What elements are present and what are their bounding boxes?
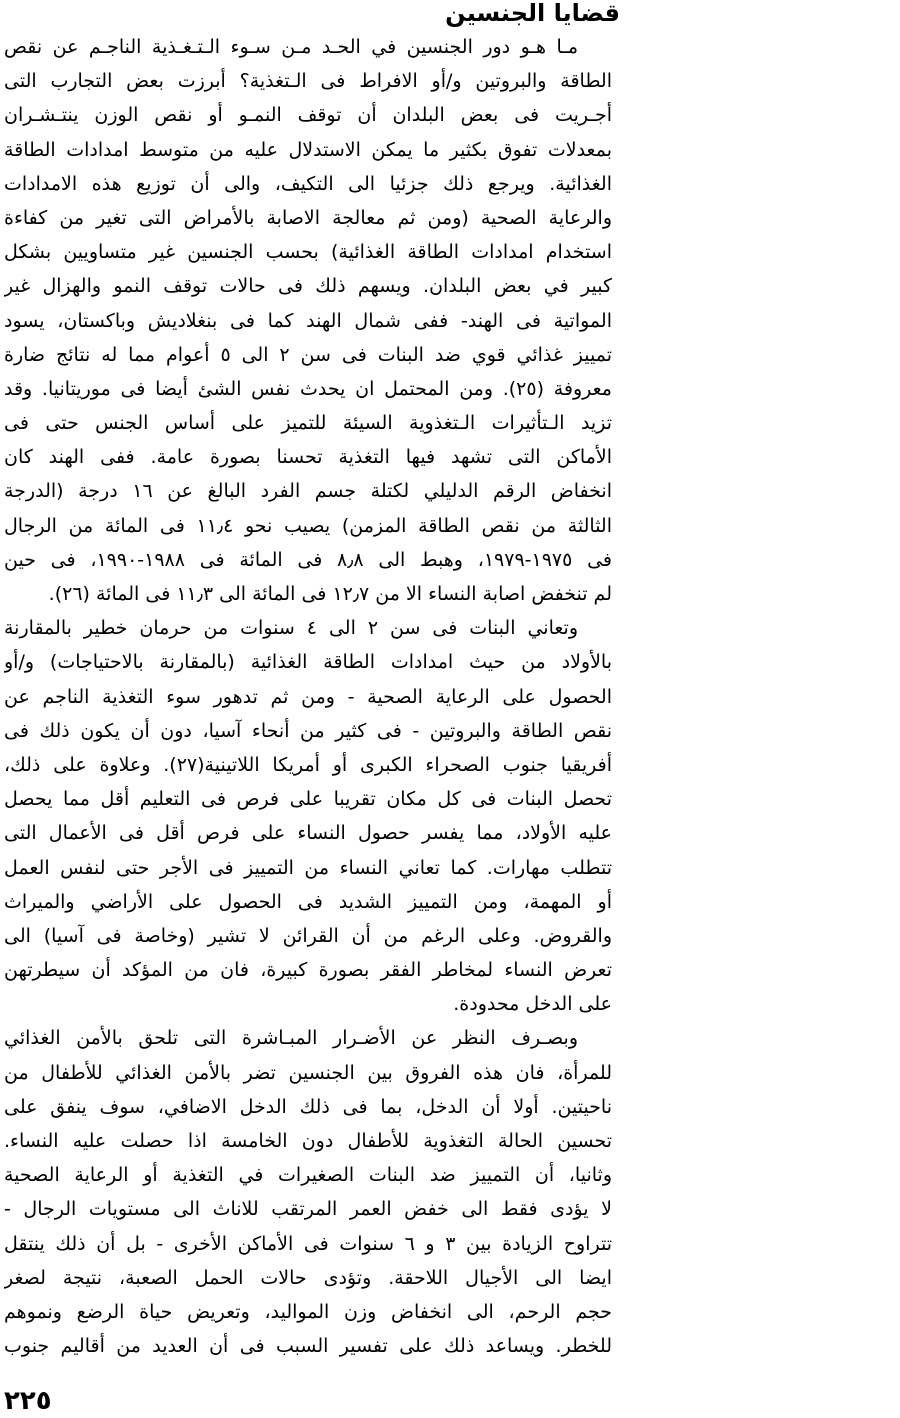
text-line: والقروض. وعلى الرغم من أن القرائن لا تشير (وخاصة فى آسيا) الى xyxy=(4,924,612,947)
text-line: على الدخل محدودة. xyxy=(453,993,612,1016)
text-line: استخدام امدادات الطاقة الغذائية) بحسب الجنسين غير متساويين بشكل xyxy=(4,241,612,264)
text-line: لا يؤدى فقط الى خفض العمر المرتقب للاناث الى مستويات الرجال - xyxy=(4,1198,612,1221)
text-line: تمييز غذائي قوي ضد البنات فى سن ٢ الى ٥ أعوام مما له نتائج ضارة xyxy=(4,343,612,366)
text-line: الطاقة والبروتين و/أو الافراط فى الـتغذية؟ أبرزت بعض التجارب التى xyxy=(4,70,612,93)
text-line: المواتية فى الهند- ففى شمال الهند كما فى بنغلاديش وباكستان، يسود xyxy=(4,309,612,332)
text-line: تتطلب مهارات. كما تعاني النساء من التمييز فى الأجر حتى لنفس العمل xyxy=(4,856,612,879)
text-line: الغذائية. ويرجع ذلك جزئيا الى التكيف، والى أن توزيع هذه الامدادات xyxy=(4,172,612,195)
text-line: الأماكن التى تشهد فيها التغذية تحسنا بصورة عامة. ففى الهند كان xyxy=(4,446,612,469)
text-line: بمعدلات تفوق بكثير ما يمكن الاستدلال عليه من متوسط امدادات الطاقة xyxy=(4,138,612,161)
text-line: تزيد الـتأثيرات الـتغذوية السيئة للتميز على أساس الجنس حتى فى xyxy=(4,412,612,435)
text-line: حجم الرحم، الى انخفاض وزن المواليد، وتعريض حياة الرضع ونموهم xyxy=(4,1300,612,1323)
text-line: تتراوح الزيادة بين ٣ و ٦ سنوات فى الأماكن الأخرى - بل أن ذلك ينتقل xyxy=(4,1232,612,1255)
text-line: انخفاض الرقم الدليلي لكتلة جسم الفرد البالغ عن ١٦ درجة (الدرجة xyxy=(4,480,612,503)
text-line: وبصـرف النظر عن الأضـرار المبـاشرة التى تلحق بالأمن الغذائي xyxy=(4,1027,578,1050)
body-text xyxy=(4,30,612,1363)
paragraph-3 xyxy=(4,1021,612,1363)
text-line: معروفة (٢٥). ومن المحتمل ان يحدث نفس الشئ أيضا فى موريتانيا. وقد xyxy=(4,377,612,400)
paragraph-2 xyxy=(4,611,612,1021)
text-line: كبير في بعض البلدان. ويسهم ذلك فى حالات توقف النمو والهزال غير xyxy=(4,275,612,298)
text-line: تحصل البنات فى كل مكان تقريبا على فرص فى التعليم أقل مما يحصل xyxy=(4,788,612,811)
text-line: نقص الطاقة والبروتين - فى كثير من أنحاء آسيا، دون أن يكون ذلك فى xyxy=(4,719,612,742)
text-line: بالأولاد من حيث امدادات الطاقة الغذائية (بالمقارنة بالاحتياجات) و/أو xyxy=(4,651,612,674)
text-line: وتعاني البنات فى سن ٢ الى ٤ سنوات من حرمان خطير بالمقارنة xyxy=(4,617,578,640)
text-line: أو المهمة، ومن التمييز الشديد فى الحصول على الأراضي والميراث xyxy=(4,890,612,913)
text-line: للمرأة، فان هذه الفروق بين الجنسين تضر بالأمن الغذائي للأطفال من xyxy=(4,1061,612,1084)
text-line: ناحيتين. أولا أن الدخل، بما فى ذلك الدخل الاضافي، سوف ينفق على xyxy=(4,1095,612,1118)
text-line: مـا هـو دور الجنسين في الحـد مـن سـوء الـتـغـذية الناجـم عن نقص xyxy=(4,36,578,58)
text-line: لم تنخفض اصابة النساء الا من ١٢٫٧ فى المائة الى ١١٫٣ فى المائة (٢٦). xyxy=(48,583,612,605)
section-title: قضايا الجنسين xyxy=(445,0,620,27)
text-line: للخطر. ويساعد ذلك على تفسير السبب فى أن العديد من أقاليم جنوب xyxy=(4,1335,612,1358)
text-line: ايضا الى الأجيال اللاحقة. وتؤدى حالات الحمل الصعبة، نتيجة لصغر xyxy=(4,1266,612,1289)
page-number: ٢٢٥ xyxy=(4,1386,52,1416)
text-line: فى ١٩٧٥-١٩٧٩، وهبط الى ٨٫٨ فى المائة فى ١٩٨٨-١٩٩٠، فى حين xyxy=(4,548,612,571)
text-line: تعرض النساء لمخاطر الفقر بصورة كبيرة، فان من المؤكد أن سيطرتهن xyxy=(4,959,612,982)
text-line: وثانيا، أن التمييز ضد البنات الصغيرات في التغذية أو الرعاية الصحية xyxy=(4,1164,612,1187)
text-line: أجـريت فى بعض البلدان أن توقف النمـو أو نقص الوزن ينتـشـران xyxy=(4,104,612,127)
text-line: عليه الأولاد، مما يفسر حصول النساء على فرص أقل فى الأعمال التى xyxy=(4,822,612,845)
paragraph-1 xyxy=(4,30,612,611)
text-line: الحصول على الرعاية الصحية - ومن ثم تدهور سوء التغذية الناجم عن xyxy=(4,685,612,708)
text-line: الثالثة من نقص الطاقة المزمن) يصيب نحو ١١٫٤ فى المائة من الرجال xyxy=(4,514,612,537)
text-line: أفريقيا جنوب الصحراء الكبرى أو أمريكا اللاتينية(٢٧). وعلاوة على ذلك، xyxy=(4,753,612,776)
text-line: تحسين الحالة التغذوية للأطفال دون الخامسة اذا حصلت عليه النساء. xyxy=(4,1130,612,1152)
text-line: والرعاية الصحية (ومن ثم معالجة الاصابة بالأمراض التى تغير من كفاءة xyxy=(4,206,612,229)
